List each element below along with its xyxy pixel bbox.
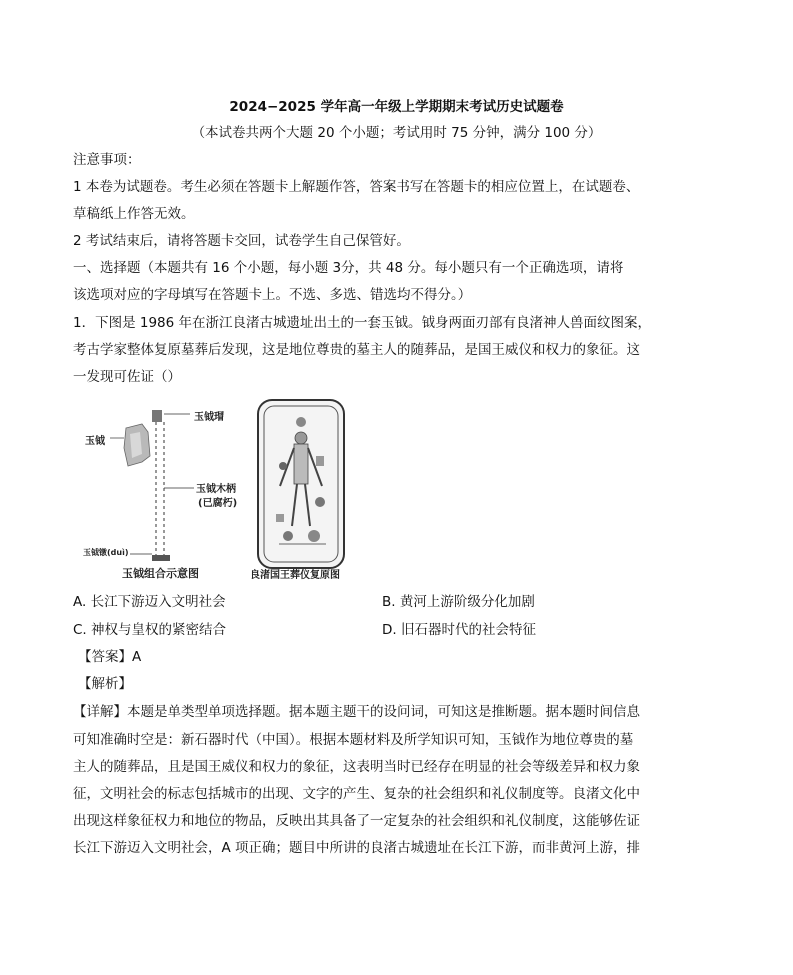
caption-yuyue-assembly: 玉钺组合示意图 — [122, 567, 199, 580]
label-yuyue-dui: 玉钺镦(duì) — [83, 548, 129, 557]
question-1-stem-line-2: 考古学家整体复原墓葬后发现，这是地位尊贵的墓主人的随葬品，是国王威仪和权力的象征。这 — [73, 342, 640, 358]
label-wooden-handle: 玉钺木柄 — [196, 484, 236, 495]
notes-heading: 注意事项： — [73, 152, 141, 168]
option-c: C. 神权与皇权的紧密结合 — [73, 622, 227, 638]
label-handle-decayed: (已腐朽) — [198, 498, 238, 509]
question-1-stem-line-3: 一发现可佐证（） — [73, 369, 181, 385]
label-yuyue: 玉钺 — [85, 436, 105, 447]
explanation-line-5: 出现这样象征权力和地位的物品，反映出其具备了一定复杂的社会组织和礼仪制度，这能够佐证 — [73, 813, 640, 829]
explanation-line-4: 征，文明社会的标志包括城市的出现、文字的产生、复杂的社会组织和礼仪制度等。良渚文化中 — [73, 786, 640, 802]
label-yuyue-mao: 玉钺瑁 — [194, 412, 224, 423]
explanation-line-2: 可知准确时空是：新石器时代（中国）。根据本题材料及所学知识可知，玉钺作为地位尊贵的墓 — [73, 732, 634, 748]
caption-burial-restoration: 良渚国王葬仪复原图 — [250, 570, 340, 581]
explanation-line-3: 主人的随葬品，且是国王威仪和权力的象征，这表明当时已经存在明显的社会等级差异和权力象 — [73, 759, 640, 775]
question-1-stem-line-1: 1．下图是 1986 年在浙江良渚古城遗址出土的一套玉钺。钺身两面刃部有良渚神人兽面纹图案， — [73, 315, 652, 331]
section-1-instructions-line-2: 该选项对应的字母填写在答题卡上。不选、多选、错选均不得分。） — [73, 287, 472, 303]
note-item-2: 2 考试结束后，请将答题卡交回，试卷学生自己保管好。 — [73, 233, 410, 249]
option-d: D. 旧石器时代的社会特征 — [382, 622, 536, 638]
analysis-heading: 【解析】 — [78, 676, 132, 692]
note-item-1-line-2: 草稿纸上作答无效。 — [73, 206, 195, 222]
option-a: A. 长江下游迈入文明社会 — [73, 594, 226, 610]
explanation-line-1: 【详解】本题是单类型单项选择题。据本题主题干的设问词，可知这是推断题。据本题时间信息 — [73, 704, 640, 720]
exam-subtitle: （本试卷共两个大题 20 个小题；考试用时 75 分钟，满分 100 分） — [191, 125, 602, 141]
explanation-line-6: 长江下游迈入文明社会，A 项正确；题目中所讲的良渚古城遗址在长江下游，而非黄河上游，排 — [73, 840, 641, 856]
section-1-instructions-line-1: 一、选择题（本题共有 16 个小题，每小题 3分，共 48 分。每小题只有一个正确选项，请将 — [73, 260, 624, 276]
question-1-figure — [80, 396, 380, 581]
note-item-1-line-1: 1 本卷为试题卷。考生必须在答题卡上解题作答，答案书写在答题卡的相应位置上，在试题卷、 — [73, 179, 640, 195]
option-b: B. 黄河上游阶级分化加剧 — [382, 594, 535, 610]
exam-title: 2024−2025 学年高一年级上学期期末考试历史试题卷 — [229, 99, 564, 115]
answer-line: 【答案】A — [78, 649, 142, 665]
